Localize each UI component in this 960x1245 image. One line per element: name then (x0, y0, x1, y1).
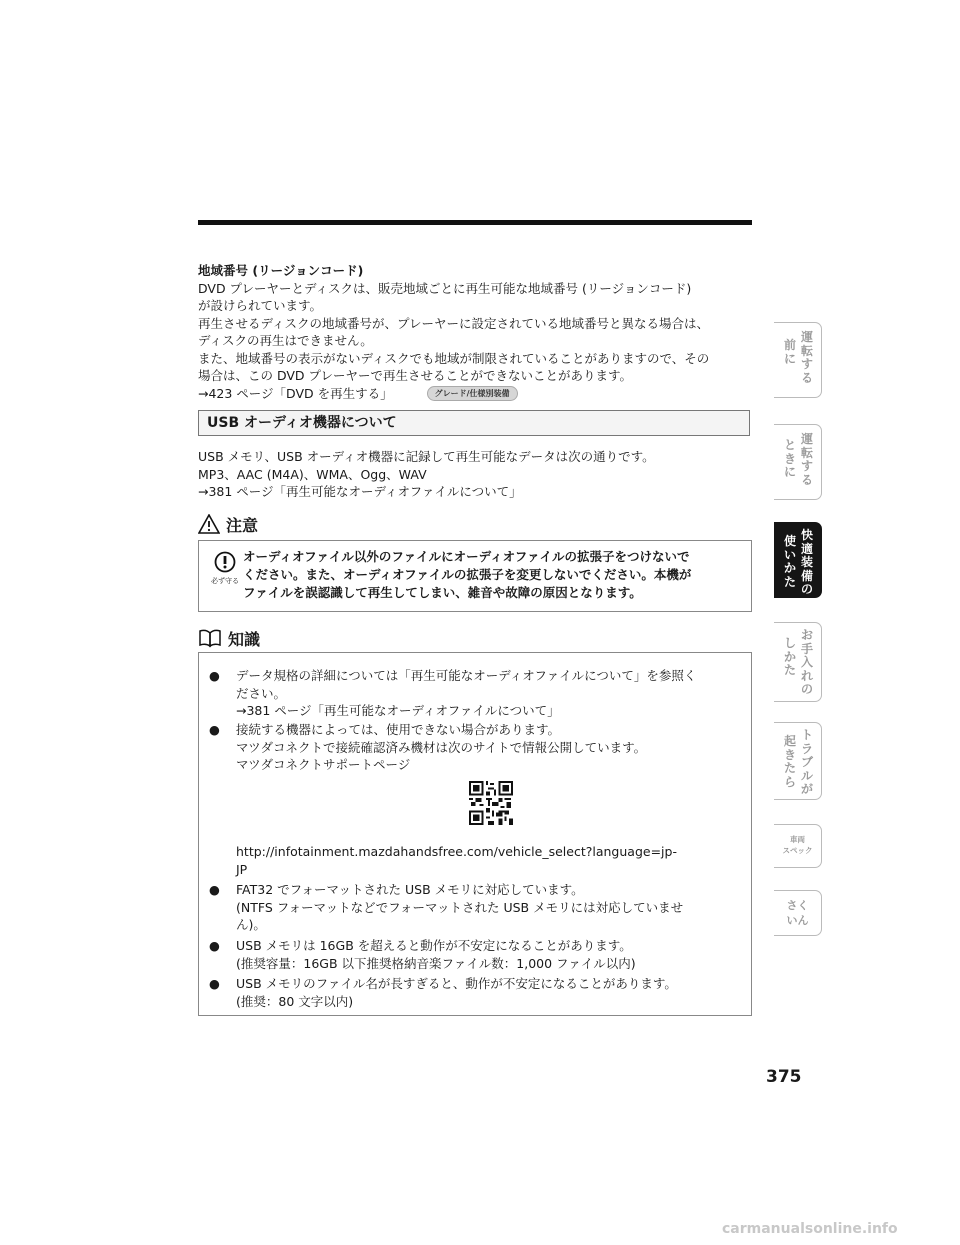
usb-line: USB メモリ、USB オーディオ機器に記録して再生可能なデータは次の通りです。 (198, 449, 655, 464)
tab-char: き (784, 451, 797, 466)
bullet: ● (209, 976, 220, 991)
tab-char: ル (801, 768, 814, 783)
dvd-page-reference[interactable]: →423 ページ「DVD を再生する」 (198, 385, 393, 401)
exclamation-circle-icon (214, 551, 236, 573)
region-code-heading: 地域番号 (リージョンコード) (198, 263, 364, 278)
tab-char: き (784, 747, 797, 762)
knowledge-title (198, 626, 260, 650)
tab-label: さく (786, 899, 809, 912)
bullet: ● (209, 882, 220, 897)
usb-section-body (198, 448, 758, 501)
tab-char: た (784, 663, 797, 677)
knowledge-item (209, 937, 749, 972)
knowledge-line: USB メモリは 16GB を超えると動作が不安定になることがあります。 (236, 938, 632, 953)
knowledge-item (209, 975, 749, 1010)
knowledge-item (209, 881, 749, 934)
must-follow-label: 必ず守る (211, 577, 239, 585)
tab-char: ら (784, 774, 797, 789)
knowledge-item (209, 721, 749, 774)
tab-char: し (784, 636, 797, 650)
tab-char: る (801, 370, 814, 385)
caution-box (198, 540, 752, 612)
region-line: また、地域番号の表示がないディスクでも地域が制限されていることがありますので、その (198, 350, 710, 366)
tab-char: 転 (801, 445, 814, 460)
bullet: ● (209, 722, 220, 737)
knowledge-line: ださい。 (236, 685, 287, 701)
caution-line: ファイルを誤認識して再生してしまい、雑音や故障の原因となります。 (243, 585, 642, 600)
audio-file-reference[interactable]: →381 ページ「再生可能なオーディオファイルについて」 (198, 484, 522, 499)
tab-char: れ (801, 668, 814, 683)
side-tab-vehicle-specs[interactable] (774, 824, 822, 868)
tab-label: いん (786, 914, 809, 927)
bullet: ● (209, 668, 220, 683)
region-line: 再生させるディスクの地域番号が、プレーヤーに設定されている地域番号と異なる場合は、 (198, 315, 710, 331)
warning-icon (198, 514, 220, 534)
caution-text (243, 548, 743, 602)
tab-char: た (784, 574, 797, 589)
region-code-section (198, 262, 758, 402)
caution-title-text: 注意 (226, 515, 259, 535)
grade-badge: グレード/仕様別装備 (427, 386, 518, 401)
audio-file-reference[interactable]: →381 ページ「再生可能なオーディオファイルについて」 (236, 703, 560, 718)
tab-char: が (801, 782, 814, 796)
tab-char: の (801, 582, 814, 596)
support-url[interactable]: http://infotainment.mazdahandsfree.com/vehicle_select?language=jp- (236, 844, 677, 859)
knowledge-item (209, 667, 749, 720)
tab-char: 手 (801, 641, 814, 656)
knowledge-line: (NTFS フォーマットなどでフォーマットされた USB メモリには対応していませ (236, 899, 684, 915)
knowledge-line: マツダコネクトサポートページ (236, 757, 411, 772)
tab-char: 運 (801, 432, 814, 446)
side-tab-maintenance[interactable] (774, 622, 822, 702)
tab-char: 快 (801, 528, 814, 542)
tab-char: る (801, 472, 814, 487)
tab-char: お (801, 628, 814, 642)
region-line: 場合は、この DVD プレーヤーで再生させることができないことがあります。 (198, 368, 633, 383)
tab-char: 入 (801, 655, 814, 669)
tab-char: い (784, 547, 797, 562)
tab-char: 転 (801, 343, 814, 358)
knowledge-line: (推奨容量：16GB 以下推奨格納音楽ファイル数：1,000 ファイル以内) (236, 955, 636, 971)
knowledge-line: ん)。 (236, 917, 266, 932)
tab-char: 装 (801, 555, 814, 569)
caution-title (198, 512, 258, 536)
tab-char: か (784, 649, 797, 664)
tab-char: す (801, 357, 814, 371)
must-follow-mark (207, 551, 243, 586)
tab-label: 車両 (790, 835, 805, 844)
knowledge-line: USB メモリのファイル名が長すぎると、動作が不安定になることがあります。 (236, 976, 677, 991)
book-icon (198, 628, 222, 648)
region-ref-line (198, 385, 758, 403)
tab-label: スペック (782, 846, 813, 855)
tab-char: か (784, 561, 797, 575)
tab-char: に (784, 351, 797, 366)
side-tab-troubleshooting[interactable] (774, 722, 822, 800)
tab-char: と (784, 438, 797, 452)
side-tab-index[interactable] (774, 890, 822, 936)
side-tab-when-driving[interactable] (774, 424, 822, 500)
side-tab-before-driving[interactable] (774, 322, 822, 398)
knowledge-line: データ規格の詳細については「再生可能なオーディオファイルについて」を参照く (236, 668, 697, 683)
knowledge-line: (推奨：80 文字以内) (236, 993, 354, 1009)
support-url-continued[interactable]: JP (236, 861, 248, 877)
page-number: 375 (766, 1067, 802, 1087)
tab-char: ラ (801, 741, 814, 756)
top-rule (198, 220, 752, 225)
knowledge-line: マツダコネクトで接続確認済み機材は次のサイトで情報公開しています。 (236, 739, 647, 755)
knowledge-title-text: 知識 (228, 629, 261, 649)
bullet: ● (209, 938, 220, 953)
tab-char: 備 (801, 568, 814, 583)
tab-char: ブ (801, 755, 814, 769)
knowledge-line: FAT32 でフォーマットされた USB メモリに対応しています。 (236, 882, 584, 897)
knowledge-line: 接続する機器によっては、使用できない場合があります。 (236, 722, 561, 737)
caution-line: ください。また、オーディオファイルの拡張子を変更しないでください。本機が (243, 567, 692, 582)
caution-line: オーディオファイル以外のファイルにオーディオファイルの拡張子をつけないで (243, 549, 690, 564)
tab-char: 適 (801, 541, 814, 556)
tab-char: 運 (801, 330, 814, 344)
usb-section-heading: USB オーディオ機器について (198, 410, 750, 436)
tab-char: の (801, 682, 814, 696)
watermark: carmanualsonline.info (722, 1221, 898, 1237)
usb-line: MP3、AAC (M4A)、WMA、Ogg、WAV (198, 466, 427, 482)
tab-char: 起 (784, 734, 797, 748)
tab-char: 前 (784, 338, 797, 352)
tab-char: た (784, 761, 797, 775)
qr-code[interactable] (469, 781, 513, 825)
tab-char: す (801, 459, 814, 473)
region-line: が設けられています。 (198, 298, 323, 313)
region-line: ディスクの再生はできません。 (198, 333, 373, 348)
knowledge-box (198, 652, 752, 1016)
tab-char: 使 (784, 534, 797, 548)
knowledge-url-block (209, 843, 749, 878)
side-tab-comfort-equipment[interactable] (774, 522, 822, 598)
tab-char: ト (801, 728, 814, 742)
region-line: DVD プレーヤーとディスクは、販売地域ごとに再生可能な地域番号 (リージョンコード) (198, 280, 692, 296)
tab-char: に (784, 465, 797, 479)
